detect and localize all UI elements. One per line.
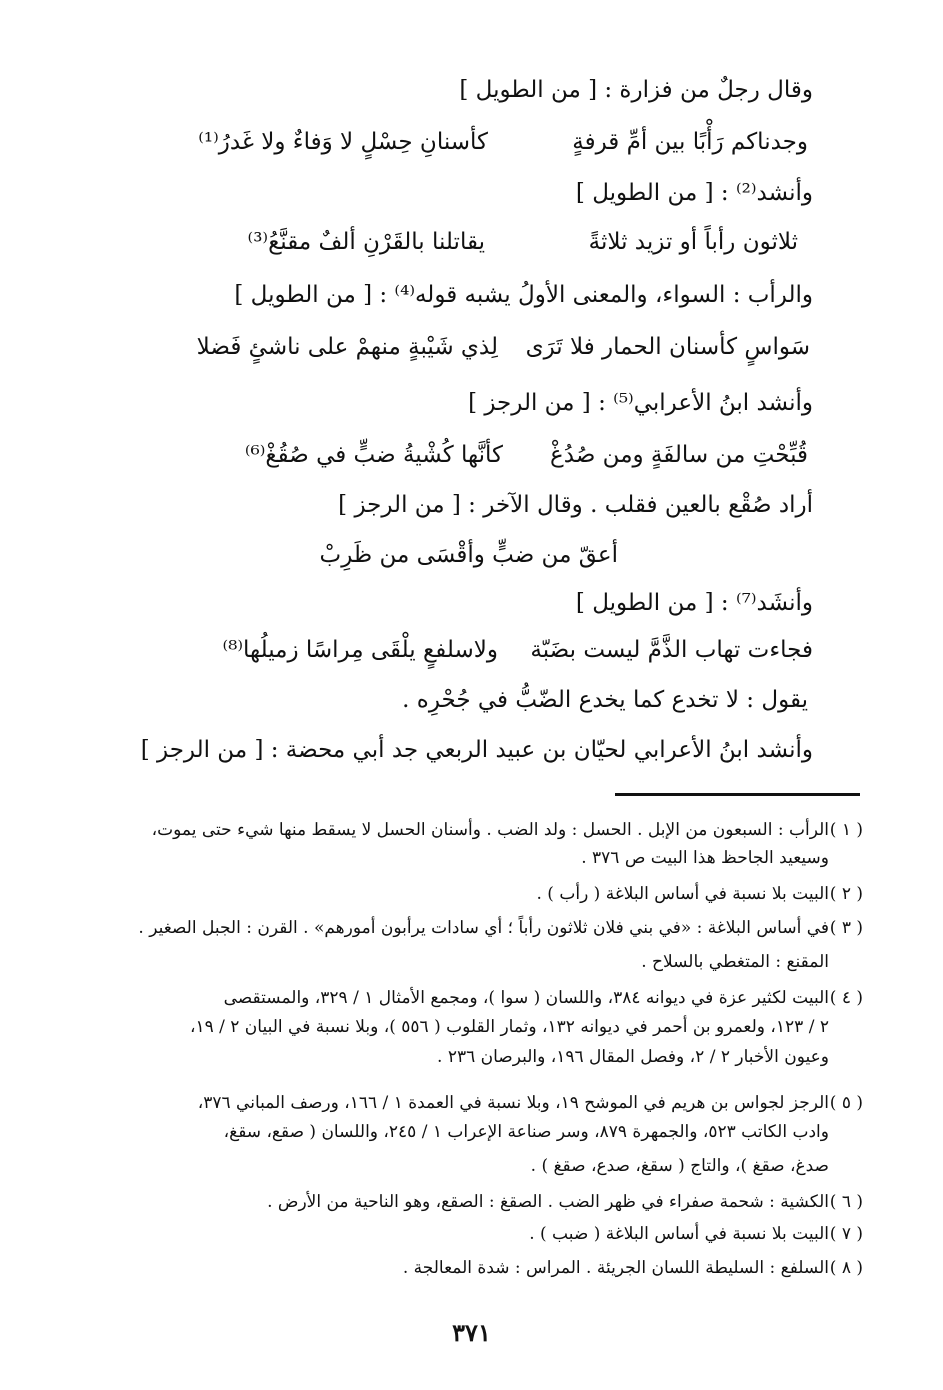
footnote-text: البيت بلا نسبة في أساس البلاغة ( رأب ) .: [536, 884, 829, 904]
footnote-continuation: وادب الكاتب ٥٢٣، والجمهرة ٨٧٩، وسر صناعة الإعراب ١ / ٢٤٥، واللسان ( صقع، سقغ،: [223, 1122, 829, 1142]
verse-hemistich-second: كأنَّها كُشْيةُ ضبٍّ في صُقُغْ⁽⁶⁾: [244, 442, 503, 468]
footnote-number: ( ٢ ): [829, 884, 863, 904]
footnote-number: ( ٦ ): [829, 1192, 863, 1212]
prose-line: وأنشد ابنُ الأعرابي⁽⁵⁾ : [ من الرجز ]: [468, 390, 813, 416]
footnote-text: الكشية : شحمة صفراء في ظهر الضب . الصقغ : الصقع، وهو الناحية من الأرض .: [267, 1192, 829, 1212]
footnote-text: البيت لكثير عزة في ديوانه ٣٨٤، واللسان ( سوا )، ومجمع الأمثال ١ / ٣٢٩، والمستقصى: [223, 988, 829, 1008]
verse-hemistich-second: يقاتلنا بالقَرْنِ ألفٌ مقنَّعُ⁽³⁾: [247, 229, 485, 255]
prose-line: والرأب : السواء، والمعنى الأولُ يشبه قوله⁽⁴⁾ : [ من الطويل ]: [234, 282, 813, 308]
footnote: [198, 1088, 863, 1118]
footnote-text: البيت بلا نسبة في أساس البلاغة ( ضبب ) .: [529, 1224, 829, 1244]
footnote-continuation: ٢ / ١٢٣، ولعمرو بن أحمر في ديوانه ١٣٢، وثمار القلوب ( ٥٥٦ )، وبلا نسبة في البيان ٢ / ١٩،: [189, 1017, 829, 1037]
verse-hemistich-first: فجاءت تهاب الذَّمَّ ليست بضَبّة: [530, 637, 813, 663]
footnote-separator: [615, 793, 860, 796]
prose-line: وأنشد⁽²⁾ : [ من الطويل ]: [575, 180, 813, 206]
footnote-number: ( ٨ ): [829, 1258, 863, 1278]
verse-line: [0, 630, 943, 670]
footnote-continuation: المقنع : المتغطي بالسلاح .: [641, 952, 829, 972]
verse-hemistich-second: كأسنانِ حِسْلٍ لا وَفاءٌ ولا غَدرُ⁽¹⁾: [198, 129, 488, 155]
footnote-number: ( ٥ ): [829, 1093, 863, 1113]
verse-line: [0, 222, 943, 262]
prose-line: وأنشَد⁽⁷⁾ : [ من الطويل ]: [575, 590, 813, 616]
footnote-continuation: وسيعيد الجاحظ هذا البيت ص ٣٧٦ .: [581, 848, 829, 868]
footnote: [267, 1187, 863, 1217]
footnote-text: الرجز لجواس بن هريم في الموشح ١٩، وبلا نسبة في العمدة ١ / ١٦٦، ورصف المباني ٣٧٦،: [197, 1093, 829, 1113]
prose-line: وقال رجلٌ من فزارة : [ من الطويل ]: [459, 77, 813, 103]
footnote: [138, 913, 863, 943]
footnote-text: السلفع : السليطة اللسان الجريئة . المراس : شدة المعالجة .: [402, 1258, 829, 1278]
verse-line: [0, 435, 943, 475]
footnote-number: ( ١ ): [829, 820, 863, 840]
footnote: [152, 815, 863, 845]
footnote-text: الرأب : السبعون من الإبل . الحسل : ولد الضب . وأسنان الحسل لا يسقط منها شيء حتى يموت،: [151, 820, 829, 840]
verse-hemistich-second: ولاسلفعٍ يلْقَى مِراسًا زميلُها⁽⁸⁾: [222, 637, 498, 663]
footnote-text: في أساس البلاغة : «في بني فلان ثلاثون رأباً ؛ أي سادات يرأبون أمورهم» . القرن : الجبل الصغير .: [138, 918, 829, 938]
footnote: [224, 983, 863, 1013]
footnote: [403, 1253, 863, 1283]
footnote-number: ( ٧ ): [829, 1224, 863, 1244]
verse-hemistich-first: وجدناكم رَأْبًا بين أمِّ قرفةٍ: [572, 129, 808, 155]
proverb-line: أعقّ من ضبٍّ وأقْسَى من ظَرِبْ: [319, 542, 618, 568]
verse-hemistich-first: ثلاثون رأباً أو تزيد ثلاثةً: [588, 229, 798, 255]
footnote: [537, 879, 864, 909]
page-number: ٣٧١: [452, 1318, 491, 1347]
prose-line: أراد صُقْع بالعين فقلب . وقال الآخر : [ من الرجز ]: [338, 492, 813, 518]
prose-line: يقول : لا تخدع كما يخدع الضّبُّ في جُحْرِه .: [402, 687, 808, 713]
footnote-number: ( ٤ ): [829, 988, 863, 1008]
prose-line: وأنشد ابنُ الأعرابي لحيّان بن عبيد الربعي جد أبي محضة : [ من الرجز ]: [140, 737, 813, 763]
verse-hemistich-second: لِذي شَيْبةٍ منهمْ على ناشئٍ فَضلا: [196, 334, 498, 360]
verse-hemistich-first: قُبِّحْتِ من سالفَةٍ ومن صُدُغْ: [550, 442, 808, 468]
verse-line: [0, 122, 943, 162]
verse-line: [0, 327, 943, 367]
footnote-number: ( ٣ ): [829, 918, 863, 938]
footnote-continuation: صدغ، صقغ )، والتاج ( سقغ، صدع، صقغ ) .: [530, 1156, 829, 1176]
verse-hemistich-first: سَواسٍ كأسنان الحمار فلا تَرَى: [525, 334, 810, 360]
footnote-continuation: وعيون الأخبار ٢ / ٢، وفصل المقال ١٩٦، والبرصان ٢٣٦ .: [437, 1047, 829, 1067]
footnote: [529, 1219, 863, 1249]
